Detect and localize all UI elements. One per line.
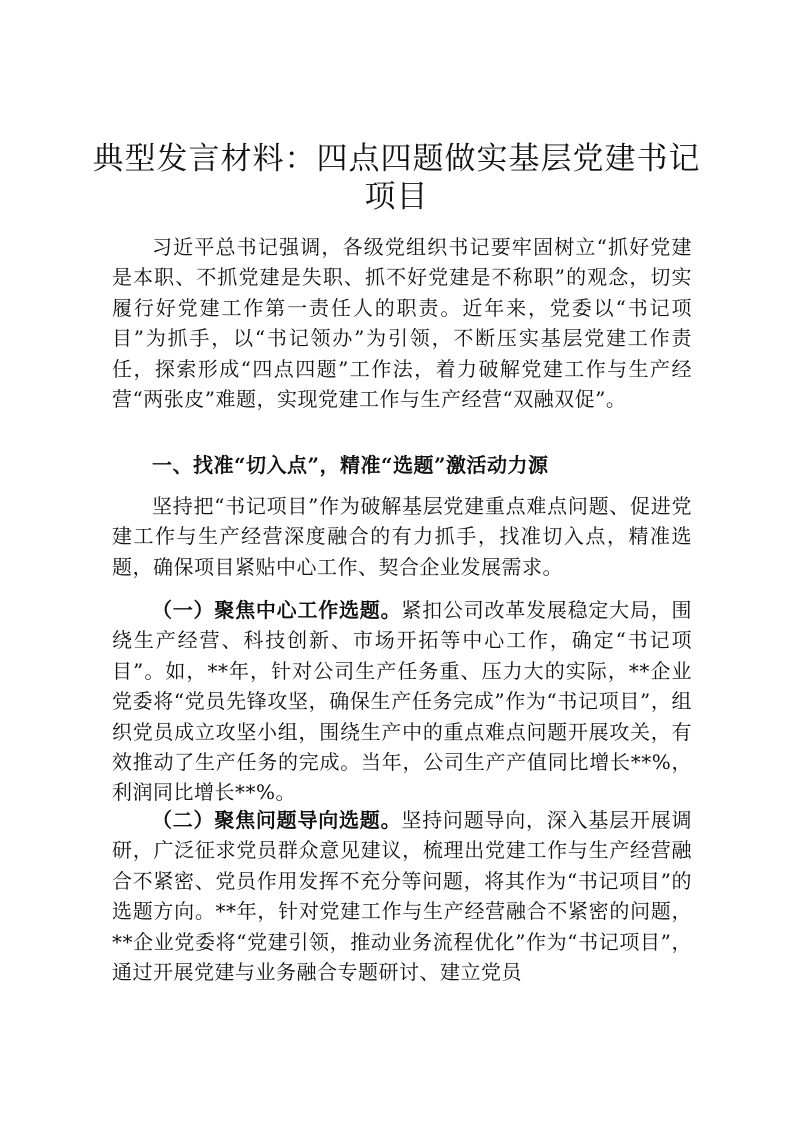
item1-paragraph (112, 595, 692, 808)
section1-paragraph: 坚持把“书记项目”作为破解基层党建重点难点问题、促进党建工作与生产经营深度融合的有力抓手，找准切入点，精准选题，确保项目紧贴中心工作、契合企业发展需求。 (112, 494, 692, 579)
section-heading-1: 一、找准“切入点”，精准“选题”激活动力源 (152, 453, 549, 477)
document-title: 典型发言材料：四点四题做实基层党建书记项目 (92, 141, 701, 215)
item1-text: 紧扣公司改革发展稳定大局，围绕生产经营、科技创新、市场开拓等中心工作，确定“书记项目”。如，**年，针对公司生产任务重、压力大的实际，**企业党委将“党员先锋攻坚，确保生产任务完成”作为“书记项目”，组织党员成立攻坚小组，围绕生产中的重点难点问题开展攻关，有效推动了生产任务的完成。当年，公司生产产值同比增长**%，利润同比增长**%。 (112, 598, 693, 805)
intro-paragraph: 习近平总书记强调，各级党组织书记要牢固树立“抓好党建是本职、不抓党建是失职、抓不好党建是不称职”的观念，切实履行好党建工作第一责任人的职责。近年来，党委以“书记项目”为抓手，以“书记领办”为引领，不断压实基层党建工作责任，探索形成“四点四题”工作法，着力破解党建工作与生产经营“两张皮”难题，实现党建工作与生产经营“双融双促”。 (112, 235, 692, 412)
item2-lead: （二）聚焦问题导向选题。 (152, 808, 402, 832)
item1-lead: （一）聚焦中心工作选题。 (152, 598, 402, 622)
item2-text: 坚持问题导向，深入基层开展调研，广泛征求党员群众意见建议，梳理出党建工作与生产经营融合不紧密、党员作用发挥不充分等问题，将其作为“书记项目”的选题方向。**年，针对党建工作与生产经营融合不紧密的问题，**企业党委将“党建引领，推动业务流程优化”作为“书记项目”，通过开展党建与业务融合专题研讨、建立党员 (112, 808, 693, 985)
item2-paragraph (112, 805, 692, 987)
